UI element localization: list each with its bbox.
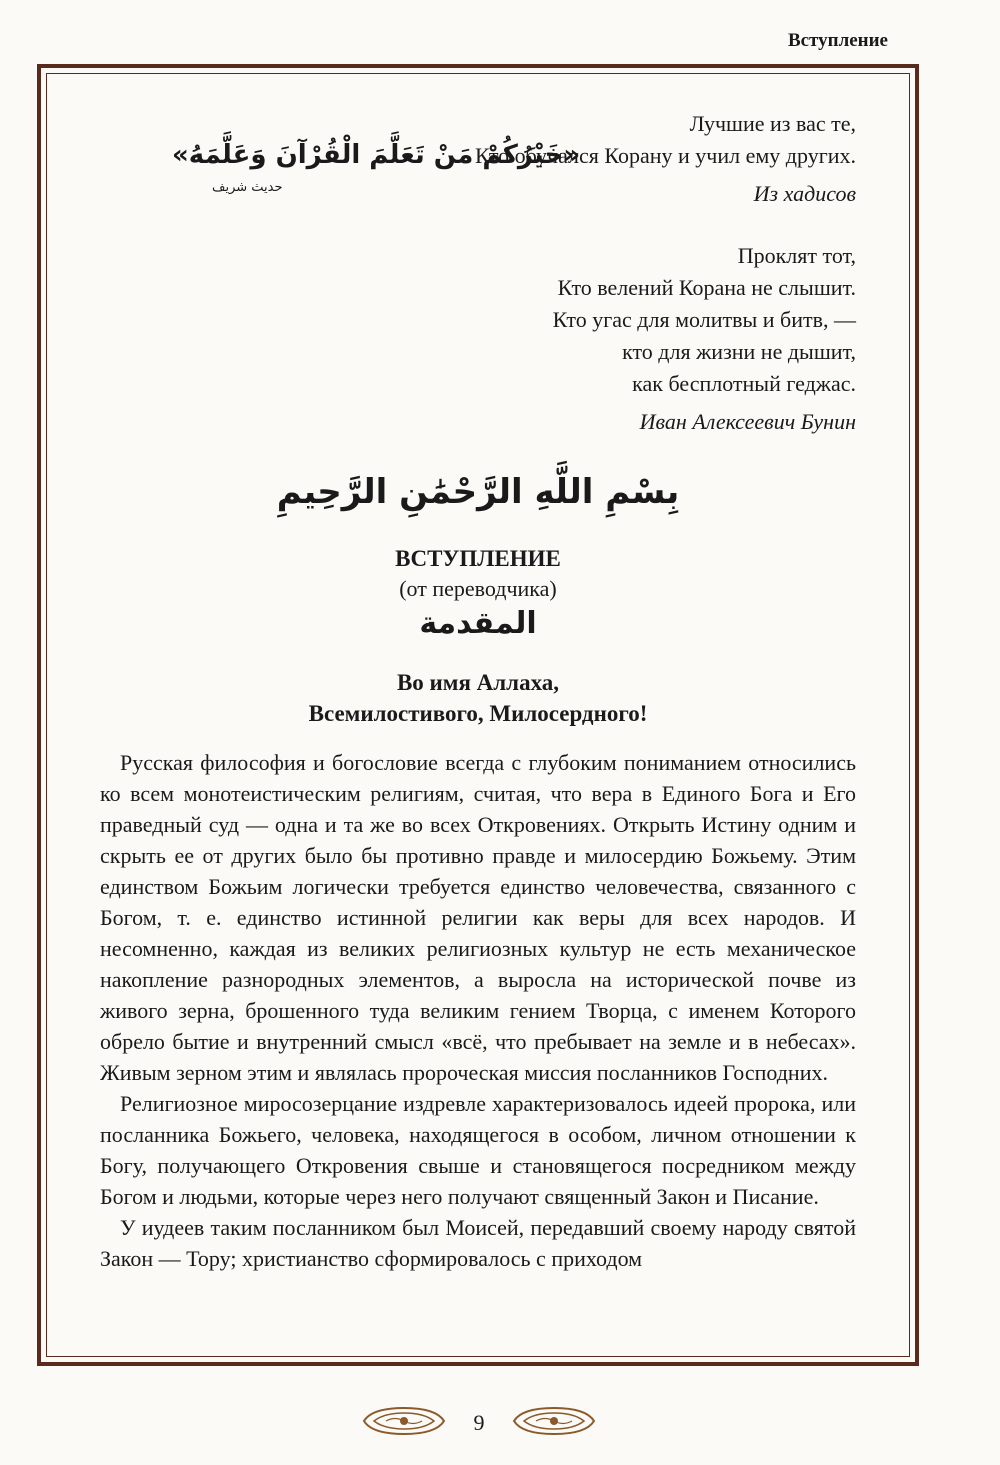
basmala: بِسْمِ اللَّهِ الرَّحْمَٰنِ الرَّحِيمِ xyxy=(276,472,680,512)
arabic-hadith-note: حديث شريف xyxy=(212,180,283,195)
invocation-line: Всемилостивого, Милосердного! xyxy=(308,701,648,726)
page-content xyxy=(100,108,856,1274)
epigraph-line: как бесплотный геджас. xyxy=(632,371,856,396)
epigraph-line: Кто угас для молитвы и битв, — xyxy=(552,307,856,332)
section-subtitle: (от переводчика) xyxy=(399,576,557,601)
epigraph-bunin xyxy=(100,240,856,438)
page-number: 9 xyxy=(473,1410,485,1435)
section-title: ВСТУПЛЕНИЕ xyxy=(395,546,561,571)
invocation-line: Во имя Аллаха, xyxy=(396,670,560,695)
epigraph-hadith xyxy=(100,108,856,210)
invocation xyxy=(100,667,856,729)
page-footer xyxy=(0,1402,1000,1442)
epigraph-source: Из хадисов xyxy=(753,181,856,206)
epigraph-line: Проклят тот, xyxy=(737,243,856,268)
paragraph: Религиозное миросозерцание издревле характеризовалось идеей пророка, или посланника Божьего, человека, находящегося в особом, личном отношении к Богу, получающего Откровения свыше и становящегося посредником между Богом и людьми, которые через него получают священный Закон и Писание. xyxy=(100,1091,856,1209)
ornament-right-icon xyxy=(512,1406,596,1436)
paragraph: Русская философия и богословие всегда с глубоким пониманием относились ко всем монотеистическим религиям, считая, что вера в Единого Бога и Его праведный суд — одна и та же во всех Откровениях. Открыть Истину одним и скрыть ее от других было бы противно правде и милосердию Божьему. Этим единством Божьим логически требуется единство человечества, связанного с Богом, т. е. единство истинной религии как веры для всех народов. И несомненно, каждая из великих религиозных культур не есть механическое накопление разнородных элементов, а выросла на исторической почве из живого зерна, брошенного туда великим гением Творца, с именем Которого обрело бытие и внутренний смысл «всё, что пребывает на земле и в небесах». Живым зерном этим и являлась пророческая миссия посланников Господних. xyxy=(100,750,856,1085)
epigraph-source: Иван Алексеевич Бунин xyxy=(639,409,856,434)
epigraph-line: Лучшие из вас те, xyxy=(689,111,856,136)
epigraph-line: Кто обучался Корану и учил ему других. xyxy=(475,143,856,168)
epigraph-line: кто для жизни не дышит, xyxy=(622,339,856,364)
paragraph: У иудеев таким посланником был Моисей, передавший своему народу святой Закон — Тору; христианство сформировалось с приходом xyxy=(100,1215,856,1271)
arabic-hadith: «خَيْرُكُمْ مَنْ تَعَلَّمَ الْقُرْآنَ وَعَلَّمَهُ» xyxy=(172,140,581,170)
running-head: Вступление xyxy=(787,30,888,51)
ornament-left-icon xyxy=(362,1406,446,1436)
epigraph-line: Кто велений Корана не слышит. xyxy=(557,275,856,300)
body-text xyxy=(100,747,856,1274)
section-title-arabic: المقدمة xyxy=(419,606,537,641)
section-heading xyxy=(100,544,856,641)
